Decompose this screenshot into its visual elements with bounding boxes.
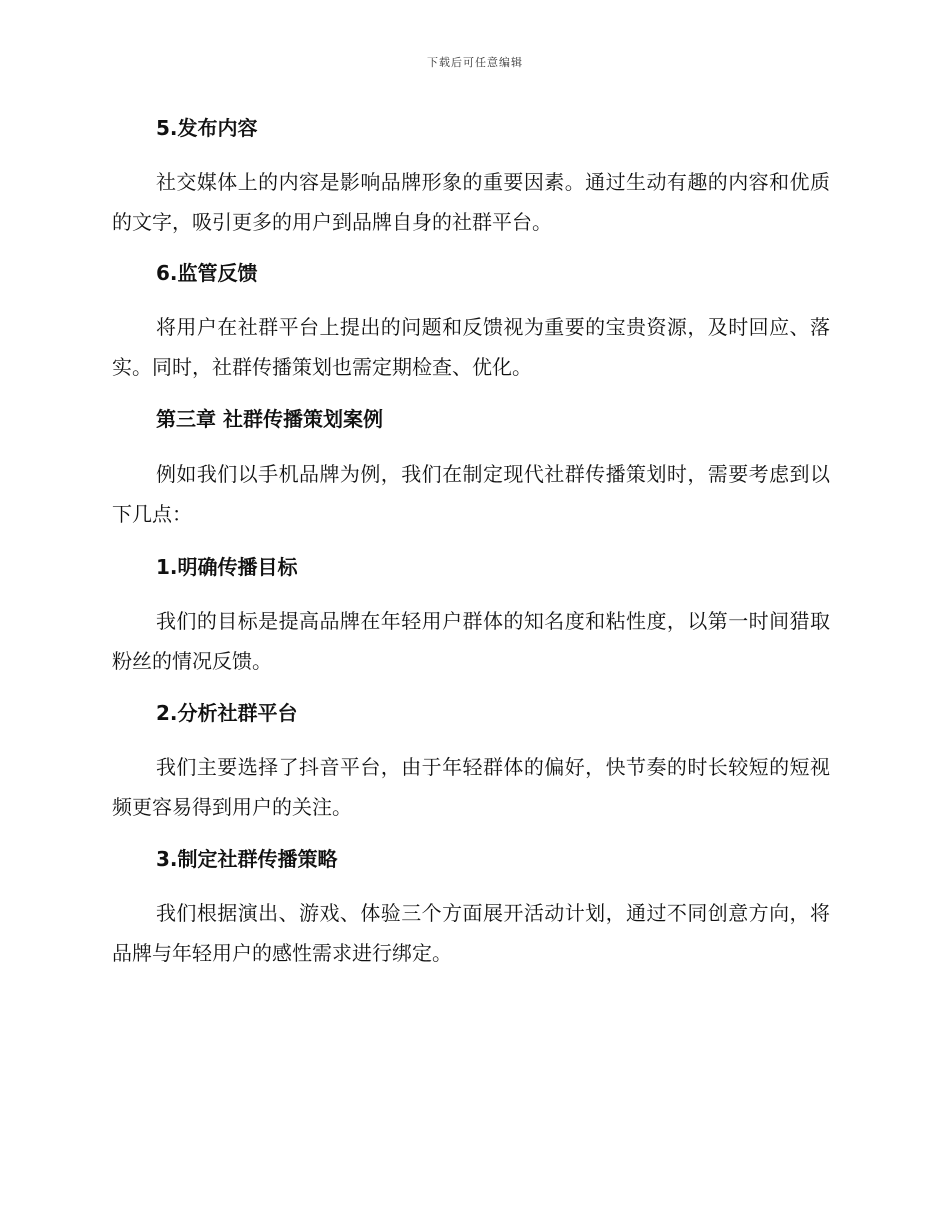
section-paragraph: 我们根据演出、游戏、体验三个方面展开活动计划，通过不同创意方向，将品牌与年轻用户的感性需求进行绑定。 (112, 901, 830, 965)
section-paragraph: 我们的目标是提高品牌在年轻用户群体的知名度和粘性度，以第一时间猎取粉丝的情况反馈。 (112, 609, 830, 673)
chapter-heading: 第三章 社群传播策划案例 (156, 407, 383, 431)
section-heading: 1.明确传播目标 (156, 555, 298, 579)
section-paragraph: 将用户在社群平台上提出的问题和反馈视为重要的宝贵资源，及时回应、落实。同时，社群传播策划也需定期检查、优化。 (112, 315, 830, 379)
page-header: 下载后可任意编辑 (427, 56, 523, 69)
section-paragraph: 社交媒体上的内容是影响品牌形象的重要因素。通过生动有趣的内容和优质的文字，吸引更多的用户到品牌自身的社群平台。 (112, 170, 830, 234)
document-body (112, 110, 830, 973)
section-heading: 6.监管反馈 (156, 261, 258, 285)
section-heading: 3.制定社群传播策略 (156, 847, 338, 871)
section-heading: 5.发布内容 (156, 116, 258, 140)
section-heading: 2.分析社群平台 (156, 701, 298, 725)
section-paragraph: 我们主要选择了抖音平台，由于年轻群体的偏好，快节奏的时长较短的短视频更容易得到用户的关注。 (112, 755, 830, 819)
section-paragraph: 例如我们以手机品牌为例，我们在制定现代社群传播策划时，需要考虑到以下几点： (112, 462, 830, 526)
